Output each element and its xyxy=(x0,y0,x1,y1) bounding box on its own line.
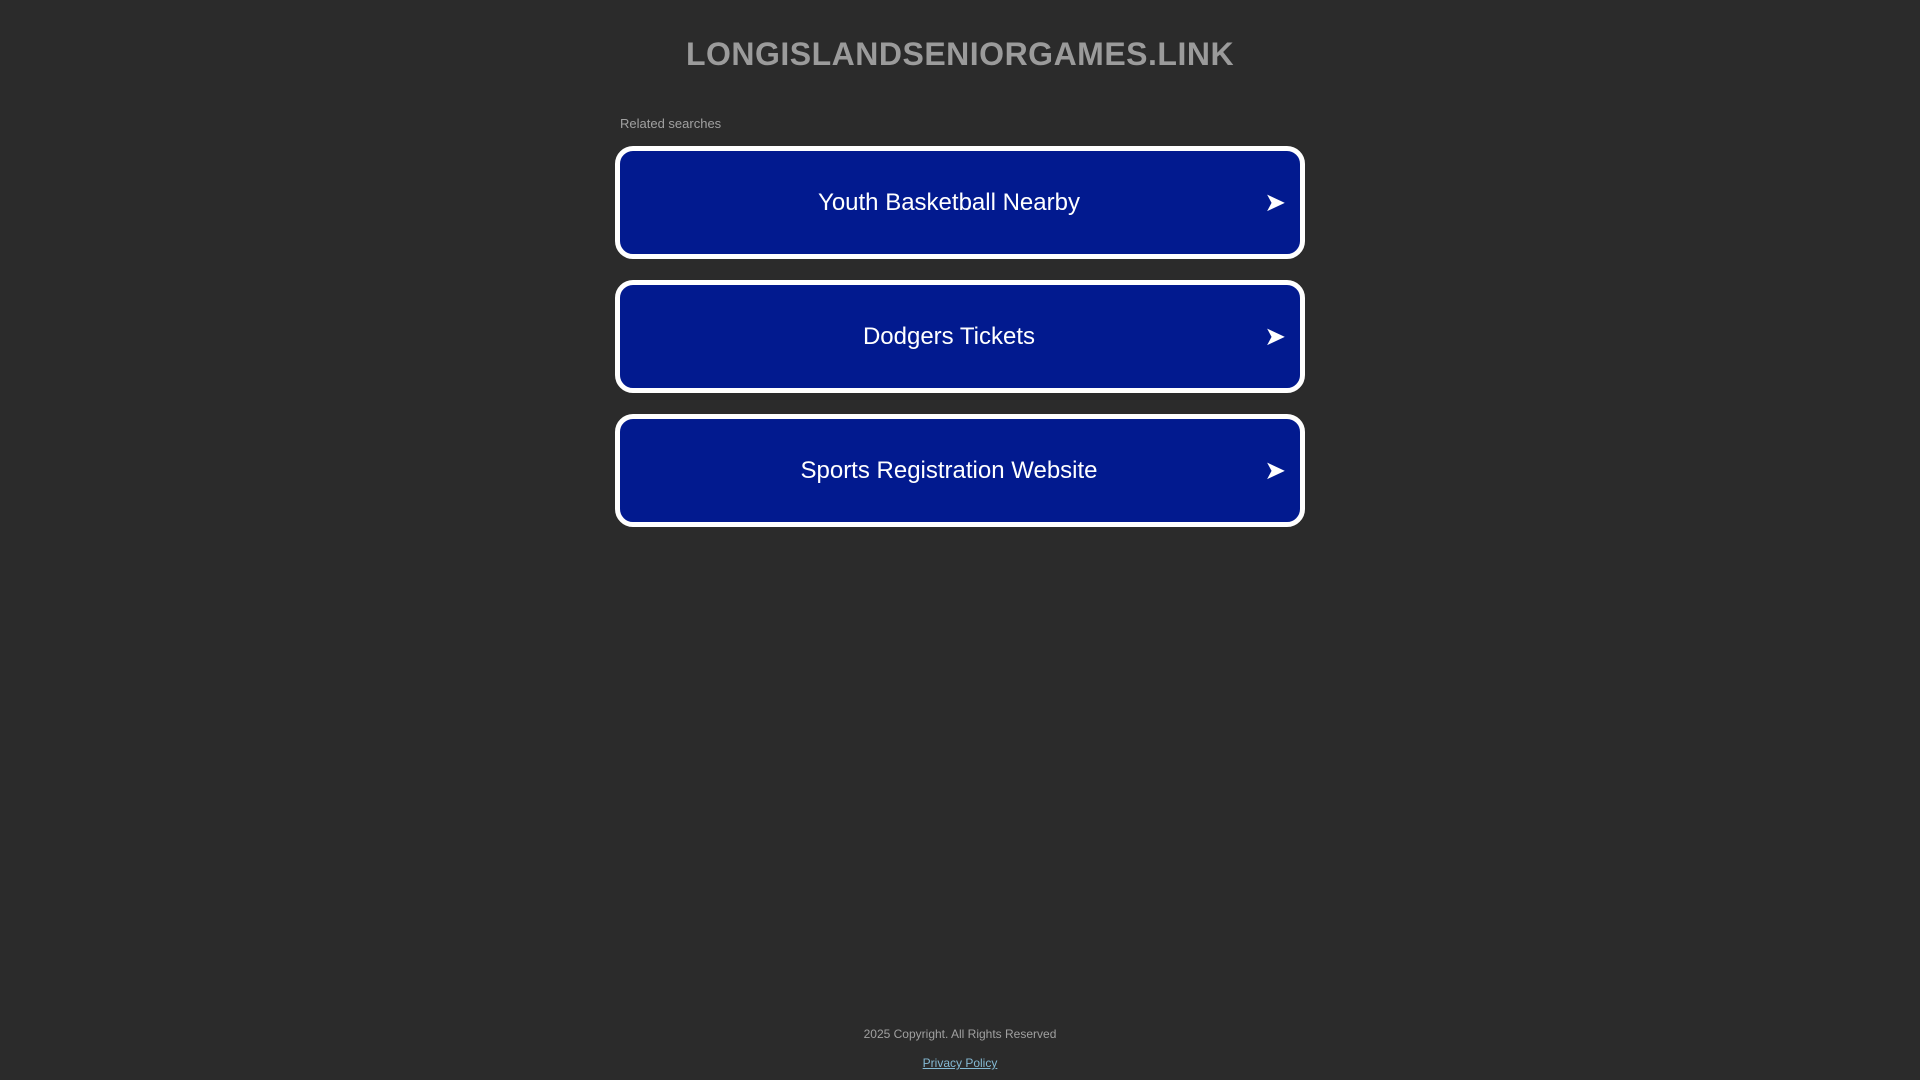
search-button-dodgers-tickets[interactable] xyxy=(615,280,1305,393)
footer xyxy=(0,1027,1920,1072)
related-searches xyxy=(615,116,1305,548)
search-button-sports-registration[interactable] xyxy=(615,414,1305,527)
arrow-right-icon: ➤ xyxy=(1264,187,1286,218)
search-button-label: Sports Registration Website xyxy=(800,456,1098,484)
arrow-right-icon: ➤ xyxy=(1264,321,1286,352)
arrow-right-icon: ➤ xyxy=(1264,455,1286,486)
search-button-label: Youth Basketball Nearby xyxy=(818,188,1080,216)
related-searches-label: Related searches xyxy=(620,116,722,131)
copyright-text: 2025 Copyright. All Rights Reserved xyxy=(863,1027,1057,1041)
search-button-youth-basketball[interactable] xyxy=(615,146,1305,259)
search-button-label: Dodgers Tickets xyxy=(862,322,1036,350)
privacy-policy-link[interactable]: Privacy Policy xyxy=(922,1056,998,1070)
site-title: LONGISLANDSENIORGAMES.LINK xyxy=(685,36,1235,72)
